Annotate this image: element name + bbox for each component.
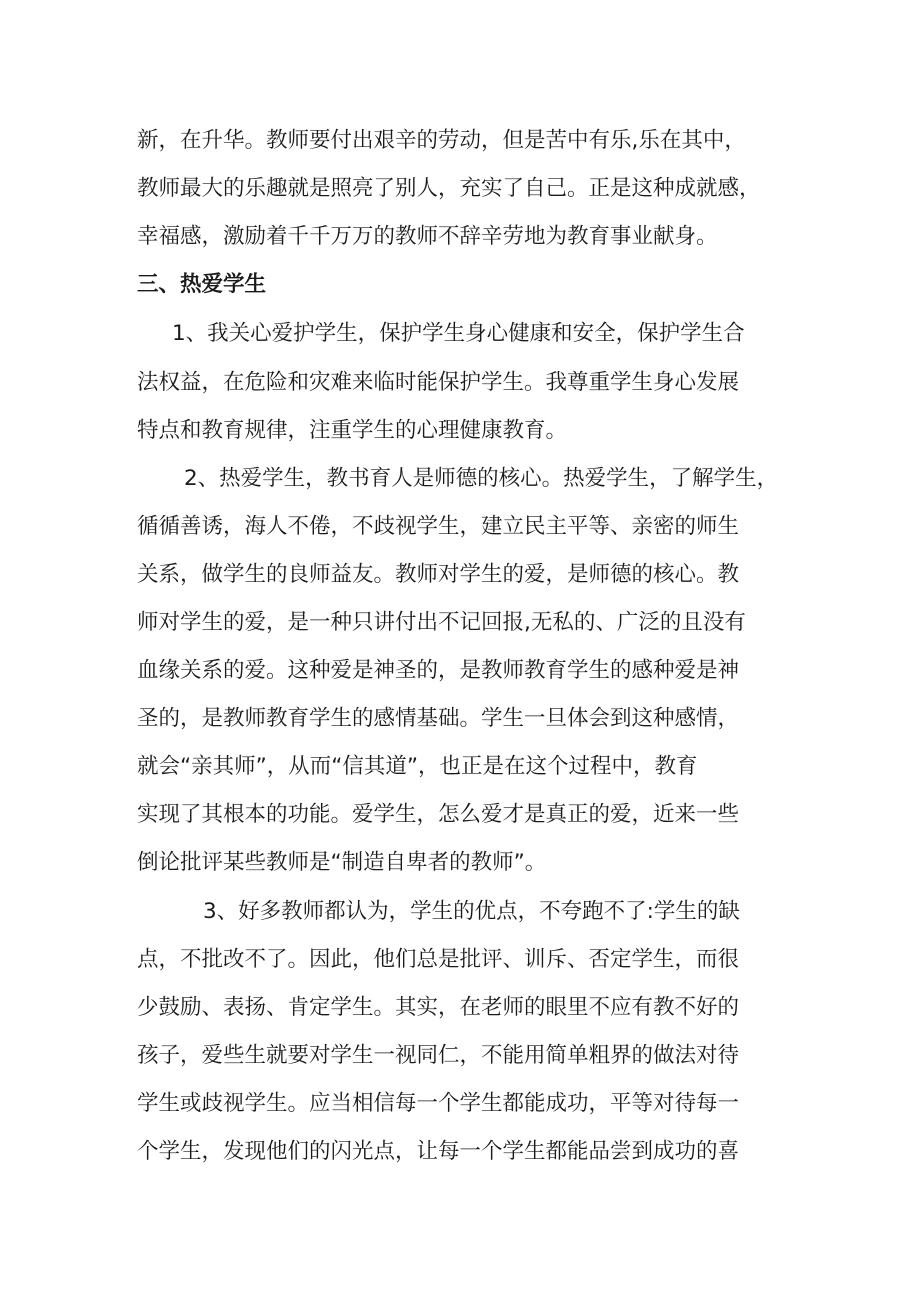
paragraph-3-line-3: 少鼓励、表扬、肯定学生。其实，在老师的眼里不应有教不好的: [137, 995, 740, 1020]
paragraph-3-line-2: 点，不批改不了。因此，他们总是批评、训斥、否定学生，而很: [137, 947, 740, 972]
paragraph-2-line-8: 实现了其根本的功能。爱学生，怎么爱才是真正的爱，近来一些: [137, 802, 740, 827]
paragraph-3-line-6: 个学生，发现他们的闪光点，让每一个学生都能品尝到成功的喜: [137, 1139, 740, 1164]
paragraph-2-line-9: 倒论批评某些教师是“制造自卑者的教师”。: [137, 850, 547, 875]
intro-line-2: 教师最大的乐趣就是照亮了别人，充实了自己。正是这种成就感，: [137, 176, 761, 201]
paragraph-2-line-3: 关系，做学生的良师益友。教师对学生的爱，是师德的核心。教: [137, 562, 740, 587]
paragraph-2-line-1: 2、热爱学生，教书育人是师德的核心。热爱学生，了解学生，: [184, 466, 779, 491]
paragraph-1-line-1: 1、我关心爱护学生，保护学生身心健康和安全，保护学生合: [172, 321, 745, 346]
paragraph-2-line-2: 循循善诱，海人不倦，不歧视学生，建立民主平等、亲密的师生: [137, 514, 740, 539]
intro-line-1: 新，在升华。教师要付出艰辛的劳动，但是苦中有乐,乐在其中，: [137, 128, 746, 153]
paragraph-3-line-5: 学生或歧视学生。应当相信每一个学生都能成功，平等对待每一: [137, 1091, 740, 1116]
paragraph-2-line-5: 血缘关系的爱。这种爱是神圣的，是教师教育学生的感种爱是神: [137, 658, 740, 683]
paragraph-3-line-4: 孩子，爱些生就要对学生一视同仁，不能用简单粗界的做法对待: [137, 1043, 740, 1068]
paragraph-1-line-3: 特点和教育规律，注重学生的心理健康教育。: [137, 418, 568, 443]
paragraph-2-line-6: 圣的，是教师教育学生的感情基础。学生一旦体会到这种感情，: [137, 706, 740, 731]
paragraph-1-line-2: 法权益，在危险和灾难来临时能保护学生。我尊重学生身心发展: [137, 370, 740, 395]
intro-line-3: 幸福感，激励着千千万万的教师不辞辛劳地为教育事业献身。: [137, 224, 718, 249]
paragraph-2-line-7: 就会“亲其师”，从而“信其道”，也正是在这个过程中，教育: [137, 754, 698, 779]
paragraph-3-line-1: 3、好多教师都认为，学生的优点，不夸跑不了:学生的缺: [203, 899, 740, 924]
section-heading: 三、热爱学生: [137, 272, 267, 297]
paragraph-2-line-4: 师对学生的爱，是一种只讲付出不记回报,无私的、广泛的且没有: [137, 610, 746, 635]
